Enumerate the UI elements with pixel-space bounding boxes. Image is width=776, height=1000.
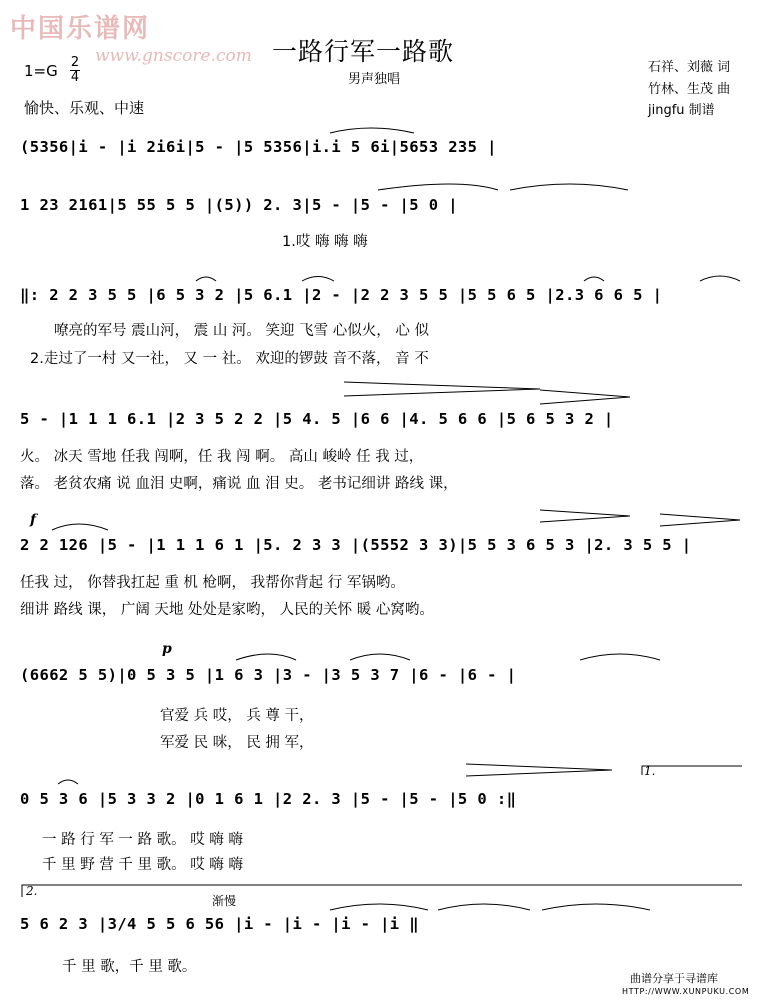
ritardando-marking: 渐慢 [212, 894, 237, 908]
slur-mark [438, 904, 530, 910]
lyric-system-3-verse-2: 2.走过了一村 又一社， 又 一 社。 欢迎的锣鼓 音不落， 音 不 [30, 351, 429, 367]
lyric-system-6-verse-1: 官爱 兵 哎， 兵 尊 干， [160, 708, 314, 724]
score-system-5: 2 2 126 |5 - |1 1 1 6 1 |5. 2 3 3 |(5552 3 3)|5 5 3 6 5 3 |2. 3 5 5 | [20, 536, 692, 554]
lyric-system-5-verse-2: 细讲 路线 课， 广阔 天地 处处是家哟， 人民的关怀 暖 心窝哟。 [20, 602, 434, 618]
crescendo-hairpin [540, 390, 630, 404]
slur-mark [196, 277, 216, 281]
score-system-4: 5 - |1 1 1 6.1 |2 3 5 2 2 |5 4. 5 |6 6 |4. 5 6 6 |5 6 5 3 2 | [20, 410, 614, 428]
lyric-system-3-verse-1: 嘹亮的军号 震山河， 震 山 河。 笑迎 飞雪 心似火， 心 似 [54, 323, 429, 339]
slur-mark [330, 128, 414, 133]
crescendo-hairpin [540, 510, 630, 522]
crescendo-hairpin [466, 764, 612, 776]
time-signature-bottom: 4 [70, 70, 80, 85]
lyric-system-7-verse-1: 一 路 行 军 一 路 歌。 哎 嗨 嗨 [42, 832, 243, 848]
slur-mark [236, 654, 296, 660]
score-system-8: 5 6 2 3 |3/4 5 5 6 56 |i - |i - |i - |i ‖ [20, 915, 420, 933]
arranger-credit: jingfu 制谱 [648, 103, 715, 118]
crescendo-hairpin [344, 382, 540, 396]
key-signature: 1=G [24, 62, 58, 80]
slur-mark [302, 277, 334, 282]
slur-mark [584, 277, 604, 281]
second-ending-bracket [22, 885, 742, 897]
footer-url: HTTP://WWW.XUNPUKU.COM [622, 987, 750, 996]
slur-mark [378, 184, 498, 190]
tempo-marking: 愉快、乐观、中速 [24, 99, 145, 117]
score-system-6: (6662 5 5)|0 5 3 5 |1 6 3 |3 - |3 5 3 7 |6 - |6 - | [20, 666, 517, 684]
lyric-system-8-verse-1: 千 里 歌，千 里 歌。 [62, 959, 197, 975]
score-system-2: 1 23 2161|5 55 5 5 |(5)) 2. 3|5 - |5 - |5 0 | [20, 196, 458, 214]
lyric-system-2-verse-1: 1.哎 嗨 嗨 嗨 [282, 234, 368, 250]
dynamic-piano: p [162, 641, 172, 657]
slur-mark [580, 654, 660, 660]
second-ending-mark: 2. [26, 884, 38, 898]
time-signature-top: 2 [70, 55, 80, 70]
score-system-3: ‖: 2 2 3 5 5 |6 5 3 2 |5 6.1 |2 - |2 2 3 5 5 |5 5 6 5 |2.3 6 6 5 | [20, 286, 663, 304]
watermark-logo-text: 中国乐谱网 [10, 14, 151, 44]
slur-mark [542, 904, 650, 910]
lyric-system-6-verse-2: 军爱 民 咪， 民 拥 军， [160, 735, 314, 751]
lyricist-credit: 石祥、刘薇 词 [648, 60, 731, 75]
first-ending-mark: 1. [644, 764, 656, 778]
footer-credit: 曲谱分享于寻谱库 [630, 972, 718, 985]
slur-mark [700, 276, 740, 281]
score-system-1: (5356|i - |i 2i6i|5 - |5 5356|i.i 5 6i|5653 235 | [20, 138, 497, 156]
song-title: 一路行军一路歌 [272, 37, 455, 66]
slur-mark [510, 184, 628, 190]
watermark-url: www.gnscore.com [95, 46, 252, 66]
score-system-7: 0 5 3 6 |5 3 3 2 |0 1 6 1 |2 2. 3 |5 - |5 - |5 0 :‖ [20, 790, 517, 808]
lyric-system-7-verse-2: 千 里 野 营 千 里 歌。 哎 嗨 嗨 [42, 857, 243, 873]
song-subtitle: 男声独唱 [348, 72, 401, 87]
lyric-system-4-verse-1: 火。 冰天 雪地 任我 闯啊，任 我 闯 啊。 高山 峻岭 任 我 过， [20, 449, 424, 465]
dynamic-forte: f [30, 512, 37, 528]
slur-mark [330, 904, 428, 910]
decrescendo-hairpin [660, 514, 740, 526]
lyric-system-5-verse-1: 任我 过， 你替我扛起 重 机 枪啊， 我帮你背起 行 军锅哟。 [20, 575, 405, 591]
lyric-system-4-verse-2: 落。 老贫农痛 说 血泪 史啊，痛说 血 泪 史。 老书记细讲 路线 课， [20, 476, 458, 492]
slur-mark [52, 524, 108, 530]
slur-mark [350, 654, 410, 660]
first-ending-bracket [642, 766, 742, 775]
composer-credit: 竹林、生茂 曲 [648, 82, 731, 97]
slur-mark [58, 780, 78, 784]
